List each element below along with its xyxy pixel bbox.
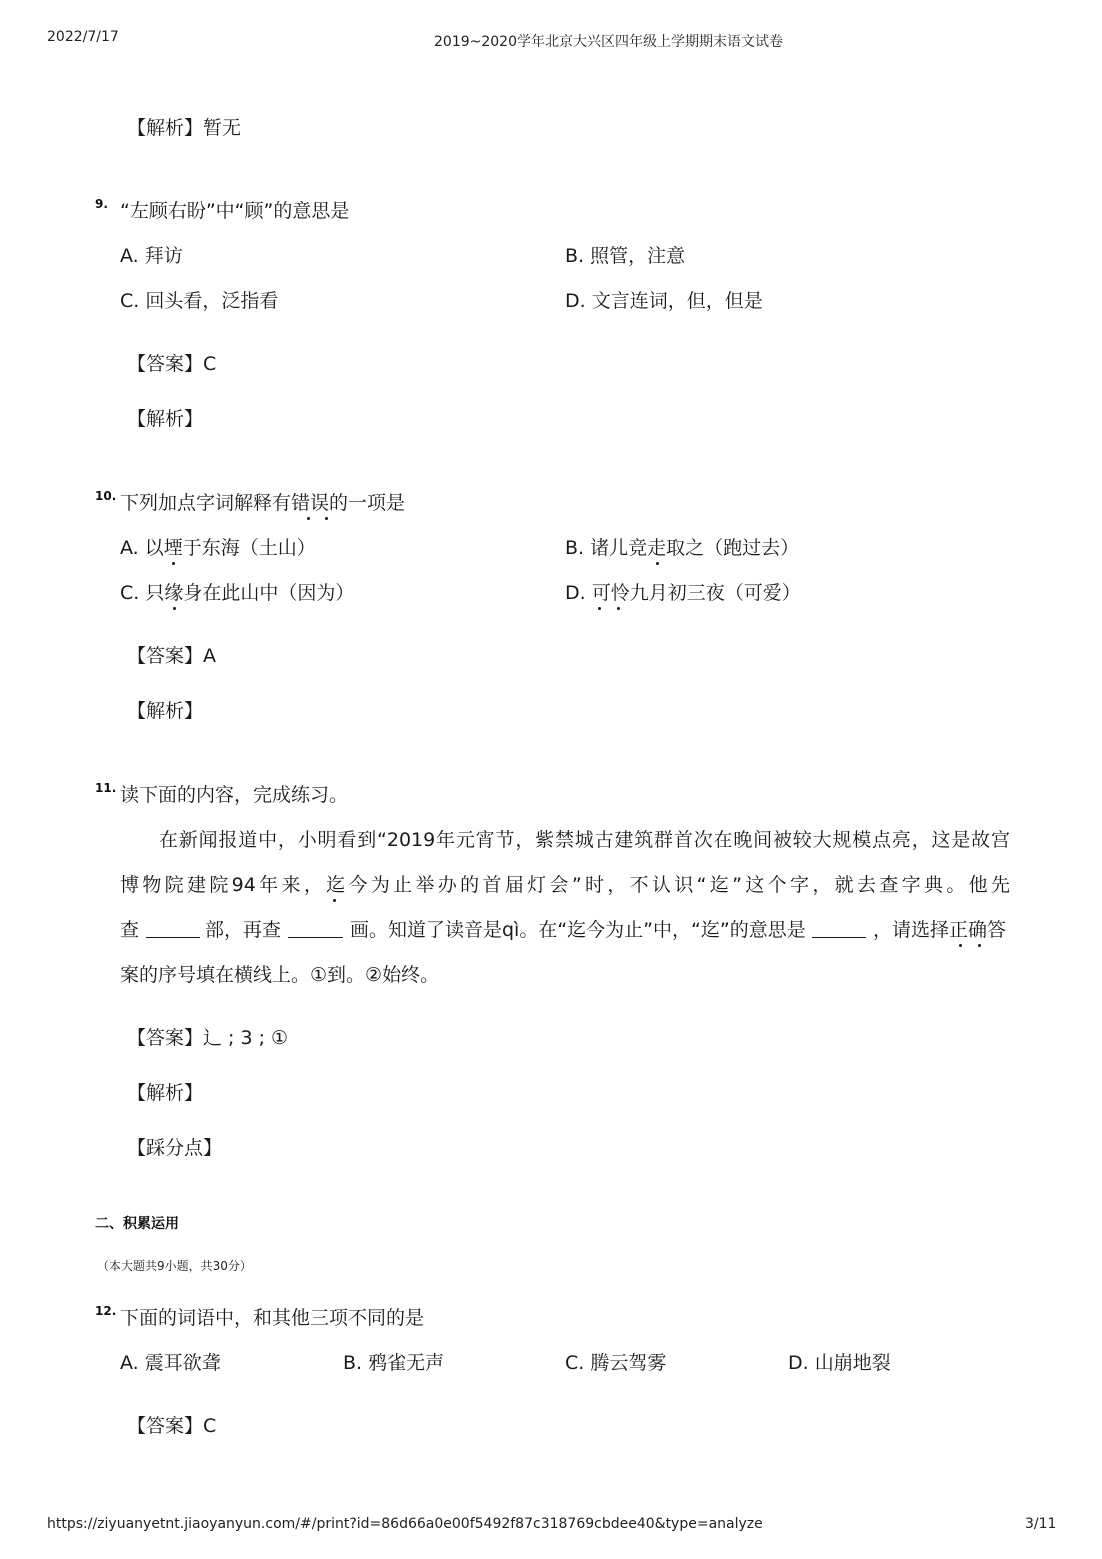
question-stem: 下列加点字词解释有错误的一项是 xyxy=(120,492,406,514)
passage-line: 案的序号填在横线上。①到。②始终。 xyxy=(120,964,440,986)
analysis-label: 【解析】 xyxy=(127,1082,204,1104)
question-number: 11. xyxy=(95,781,117,795)
option-b: B. 鸦雀无声 xyxy=(343,1352,445,1374)
answer-label: 【答案】C xyxy=(127,353,217,375)
source-url: https://ziyuanyetnt.jiaoyanyun.com/#/print?id=86d66a0e00f5492f87c318769cbdee40&type=analyze xyxy=(47,1516,763,1532)
emphasis-dot xyxy=(172,562,175,565)
scoring-points-label: 【踩分点】 xyxy=(127,1137,223,1159)
option-a: A. 震耳欲聋 xyxy=(120,1352,221,1374)
page-number: 3/11 xyxy=(1025,1516,1057,1532)
emphasis-dot xyxy=(598,607,601,610)
emphasis-dot xyxy=(978,944,981,947)
question-number: 12. xyxy=(95,1304,117,1318)
emphasis-dot xyxy=(325,517,328,520)
emphasis-dot xyxy=(333,899,336,902)
answer-label: 【答案】⻌ ; 3 ; ① xyxy=(127,1027,289,1049)
question-number: 9. xyxy=(95,197,108,211)
option-d: D. 山崩地裂 xyxy=(788,1352,891,1374)
question-number: 10. xyxy=(95,489,117,503)
emphasis-dot xyxy=(656,562,659,565)
passage-text: ，请选择正确答 xyxy=(873,919,1007,941)
option-b: B. 诸儿竞走取之（跑过去） xyxy=(565,537,800,559)
answer-blank xyxy=(288,937,343,938)
option-d: D. 文言连词，但，但是 xyxy=(565,290,763,312)
answer-label: 【答案】A xyxy=(127,645,216,667)
section-title: 二、积累运用 xyxy=(95,1216,179,1232)
emphasis-dot xyxy=(173,607,176,610)
print-date: 2022/7/17 xyxy=(47,29,119,45)
passage-text: 画。知道了读音是qì。在“迄今为止”中，“迄”的意思是 xyxy=(350,919,806,941)
option-c: C. 只缘身在此山中（因为） xyxy=(120,582,355,604)
option-b: B. 照管，注意 xyxy=(565,245,686,267)
answer-blank xyxy=(812,937,866,938)
analysis-label: 【解析】 xyxy=(127,700,204,722)
passage-text: 查 xyxy=(120,919,140,941)
question-stem: 下面的词语中，和其他三项不同的是 xyxy=(120,1307,425,1329)
analysis-label: 【解析】 xyxy=(127,408,204,430)
question-stem: “左顾右盼”中“顾”的意思是 xyxy=(120,200,350,222)
section-subtitle: （本大题共9小题，共30分） xyxy=(97,1259,252,1273)
emphasis-dot xyxy=(959,944,962,947)
option-a: A. 以堙于东海（土山） xyxy=(120,537,316,559)
emphasis-dot xyxy=(617,607,620,610)
question-stem: 读下面的内容，完成练习。 xyxy=(120,784,349,806)
emphasis-dot xyxy=(307,517,310,520)
passage-line: 在新闻报道中，小明看到“2019年元宵节，紫禁城古建筑群首次在晚间被较大规模点亮，这是故宫 xyxy=(159,829,1010,851)
answer-blank xyxy=(146,937,200,938)
document-title: 2019~2020学年北京大兴区四年级上学期期末语文试卷 xyxy=(434,34,783,50)
option-c: C. 回头看，泛指看 xyxy=(120,290,279,312)
option-c: C. 腾云驾雾 xyxy=(565,1352,667,1374)
answer-label: 【答案】C xyxy=(127,1415,217,1437)
passage-line: 博物院建院94年来，迄今为止举办的首届灯会”时，不认识“迄”这个字，就去查字典。他先 xyxy=(120,874,1010,896)
analysis-label: 【解析】暂无 xyxy=(127,117,242,139)
option-a: A. 拜访 xyxy=(120,245,183,267)
passage-text: 部，再查 xyxy=(205,919,282,941)
option-d: D. 可怜九月初三夜（可爱） xyxy=(565,582,801,604)
